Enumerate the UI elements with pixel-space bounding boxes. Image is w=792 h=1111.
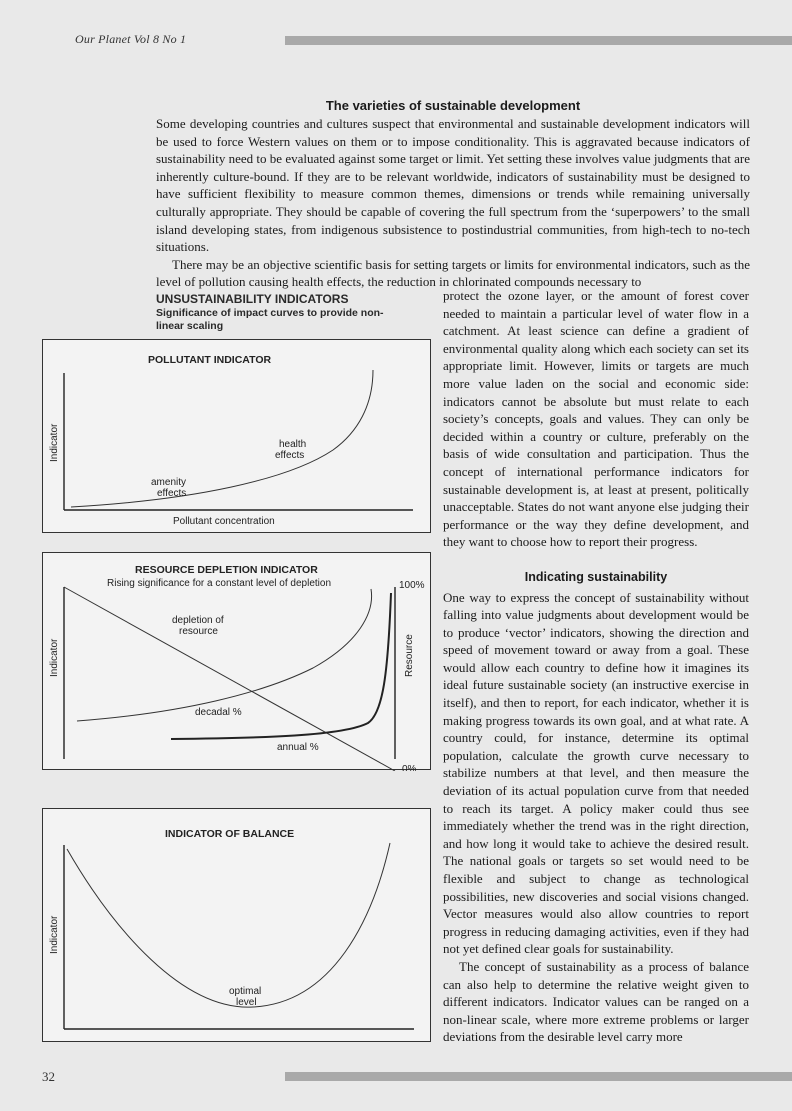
balance-y-axis-label: Indicator: [49, 915, 60, 954]
lead-text-block: [156, 115, 750, 291]
section-title: The varieties of sustainable development: [325, 98, 581, 113]
health-effects-label-2: effects: [275, 450, 305, 461]
running-head: Our Planet Vol 8 No 1: [75, 32, 187, 46]
subheading-indicating-sustainability: Indicating sustainability: [524, 569, 668, 584]
pollutant-x-axis-label: Pollutant concentration: [173, 516, 275, 527]
depletion-label-1: depletion of: [172, 615, 224, 626]
resource-0-percent-label: 0%: [402, 764, 417, 771]
resource-depletion-panel: [42, 552, 431, 770]
annual-label: annual %: [277, 742, 319, 753]
pollutant-impact-curve: [71, 370, 373, 507]
right-column: [443, 287, 749, 1046]
resource-100-percent-label: 100%: [399, 580, 425, 591]
top-gray-rule: [285, 36, 792, 45]
figure-subtitle: Significance of impact curves to provide non-linear scaling: [156, 307, 384, 332]
resource-panel-title: RESOURCE DEPLETION INDICATOR: [135, 564, 318, 576]
pollutant-y-axis-label: Indicator: [49, 423, 60, 462]
amenity-effects-label-1: amenity: [151, 477, 187, 488]
figure-title: UNSUSTAINABILITY INDICATORS: [156, 292, 349, 306]
pollutant-indicator-diagram: [43, 340, 432, 534]
column-continuation: protect the ozone layer, or the amount of forest cover needed to maintain a particular level of water flow in a catchment. At least science can define a gradient of environmental quality along which each society can set its appropriate limit. However, limits or targets are much more value laden on the social and economic side: indicators cannot be absolute but must relate to each society’s concepts, goals and values. They can only be decided within a country or culture, preferably on the basis of wide consultation and participation. Thus the concept of international performance indicators for sustainable development is, at least at present, politically unacceptable. States do not want anyone else judging their performance or the way they define development, and they want to choose how to report their progress.: [443, 288, 749, 550]
lead-paragraph-1: Some developing countries and cultures suspect that environmental and sustainable development indicators will be used to force Western values on them or to impose conditionality. This is aggravated because indicators of sustainability need to be evaluated against some target or limit. Yet setting these involves value judgments that are inherently culture-bound. If they are to be relevant worldwide, indicators of sustainability must be designed to have sufficient flexibility to measure common themes, dimensions or trends while remaining universally culturally appropriate. They should be capable of covering the full spectrum from the ‘superpowers’ to the small island developing states, from indigenous subsistence to postindustrial communities, from high-tech to no-tech situations.: [156, 116, 750, 255]
optimal-level-label-1: optimal: [229, 986, 262, 997]
balance-u-curve: [67, 843, 390, 1007]
resource-y-axis-label: Indicator: [49, 638, 60, 677]
pollutant-indicator-panel: [42, 339, 431, 533]
depletion-label-2: resource: [179, 626, 218, 637]
health-effects-label-1: health: [279, 439, 307, 450]
decadal-label: decadal %: [195, 707, 242, 718]
column-paragraph-1: One way to express the concept of sustainability without falling into value judgments about development would be to produce ‘vector’ indicators, showing the direction and speed of movement toward or away from a goal. These would allow each country to define how it imagines its ideal future sustainable society (an instructive exercise in itself), and then to report, for each indicator, whether it is making progress towards its own goal, and at what rate. A country could, for instance, determine its optimal population, calculate the growth curve necessary to stabilize numbers at that level, and then measure the deviation of its actual population curve from that needed to reach its target. A policy maker could thus see immediately whether the trend was in the right direction, and how long it would take to achieve the desired result. The national goals or targets so set would need to be flexible and subject to change as technological possibilities, new discoveries and social visions changed. Vector measures would also allow countries to report progress in reducing damaging activities, even if they had not yet defined clear goals for sustainability.: [443, 589, 749, 957]
balance-panel-title: INDICATOR OF BALANCE: [165, 828, 295, 840]
column-paragraph-2: The concept of sustainability as a process of balance can also help to determine the relative weight given to different indicators. Indicator values can be ranged on a non-linear scale, where more extreme problems or larger deviations from the desirable level carry more: [443, 958, 749, 1045]
pollutant-panel-title: POLLUTANT INDICATOR: [148, 354, 272, 366]
resource-right-axis-label: Resource: [404, 634, 415, 677]
resource-panel-subtitle: Rising significance for a constant level of depletion: [107, 578, 332, 589]
resource-depletion-line: [64, 587, 395, 771]
optimal-level-label-2: level: [236, 997, 257, 1008]
decadal-curve: [77, 589, 372, 721]
bottom-gray-rule: [285, 1072, 792, 1081]
resource-depletion-diagram: [43, 553, 432, 771]
lead-paragraph-2: There may be an objective scientific basis for setting targets or limits for environmental indicators, such as the level of pollution causing health effects, the reduction in chlorinated compounds necessary to: [156, 256, 750, 290]
page-number: 32: [42, 1069, 55, 1084]
balance-indicator-panel: [42, 808, 431, 1042]
amenity-effects-label-2: effects: [157, 488, 187, 499]
balance-indicator-diagram: [43, 809, 432, 1043]
